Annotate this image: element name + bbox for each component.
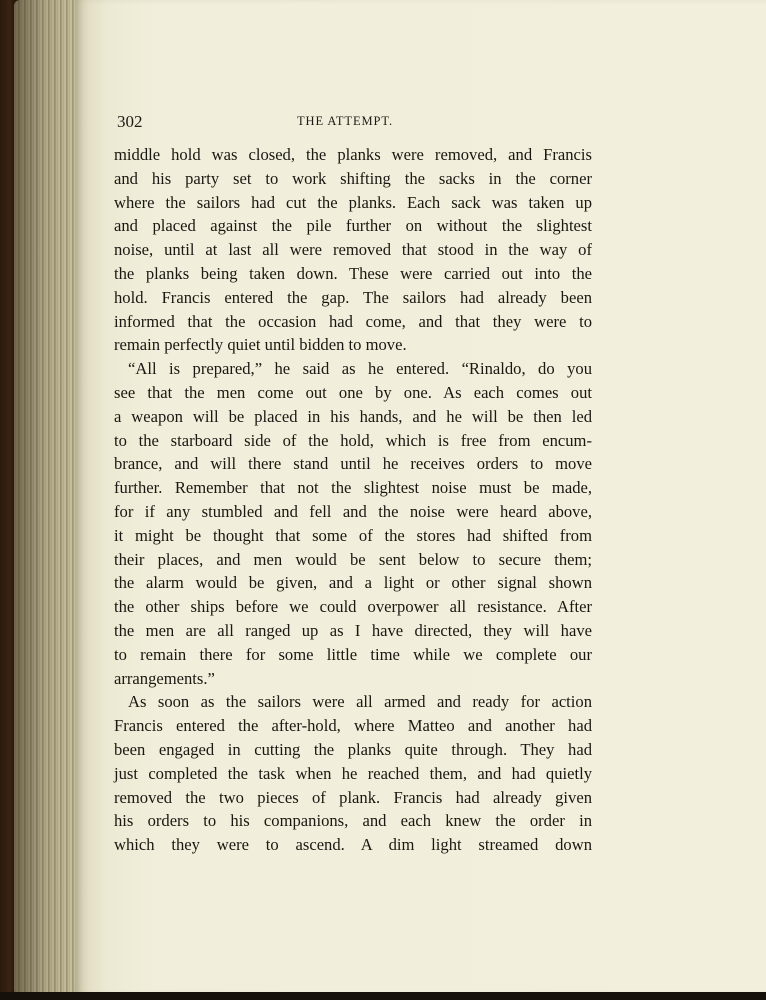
text-line: the alarm would be given, and a light or other signal shown xyxy=(114,573,592,593)
text-line: hold. Francis entered the gap. The sailors had already been xyxy=(114,287,592,307)
text-line: the other ships before we could overpower all resistance. After xyxy=(114,597,592,617)
text-line: where the sailors had cut the planks. Each sack was taken up xyxy=(114,192,592,212)
text-line: As soon as the sailors were all armed and ready for action xyxy=(128,692,592,712)
text-line: for if any stumbled and fell and the noise were heard above, xyxy=(114,501,592,521)
page-number: 302 xyxy=(117,112,143,131)
text-line: been engaged in cutting the planks quite through. They had xyxy=(114,739,592,759)
page-header xyxy=(117,112,592,132)
text-line: which they were to ascend. A dim light streamed down xyxy=(114,835,592,855)
running-head: THE ATTEMPT. xyxy=(297,114,393,128)
text-line: the men are all ranged up as I have directed, they will have xyxy=(114,620,592,640)
text-line: to the starboard side of the hold, which is free from encum- xyxy=(114,430,592,450)
text-line: “All is prepared,” he said as he entered. “Rinaldo, do you xyxy=(128,359,592,379)
page-edges xyxy=(14,0,78,996)
text-line: to remain there for some little time while we complete our xyxy=(114,644,592,664)
text-line: further. Remember that not the slightest noise must be made, xyxy=(114,478,592,498)
text-line: and placed against the pile further on without the slightest xyxy=(114,216,592,236)
text-line: middle hold was closed, the planks were removed, and Francis xyxy=(114,145,592,164)
text-line: noise, until at last all were removed that stood in the way of xyxy=(114,240,592,260)
page-body xyxy=(114,143,592,857)
text-line: see that the men come out one by one. As each comes out xyxy=(114,382,592,402)
text-line: remain perfectly quiet until bidden to move. xyxy=(114,335,407,355)
text-line: it might be thought that some of the stores had shifted from xyxy=(114,525,592,545)
text-line: his orders to his companions, and each knew the order in xyxy=(114,811,592,831)
text-line: their places, and men would be sent below to secure them; xyxy=(114,549,592,569)
text-line: brance, and will there stand until he receives orders to move xyxy=(114,454,592,474)
text-line: a weapon will be placed in his hands, and he will be then led xyxy=(114,406,592,426)
text-line: just completed the task when he reached them, and had quietly xyxy=(114,763,592,783)
bottom-edge xyxy=(0,992,766,1000)
text-line: Francis entered the after-hold, where Matteo and another had xyxy=(114,716,592,736)
text-line: informed that the occasion had come, and that they were to xyxy=(114,311,592,331)
text-line: removed the two pieces of plank. Francis had already given xyxy=(114,787,592,807)
text-line: the planks being taken down. These were carried out into the xyxy=(114,263,592,283)
text-line: and his party set to work shifting the sacks in the corner xyxy=(114,168,592,188)
text-line: arrangements.” xyxy=(114,668,215,688)
